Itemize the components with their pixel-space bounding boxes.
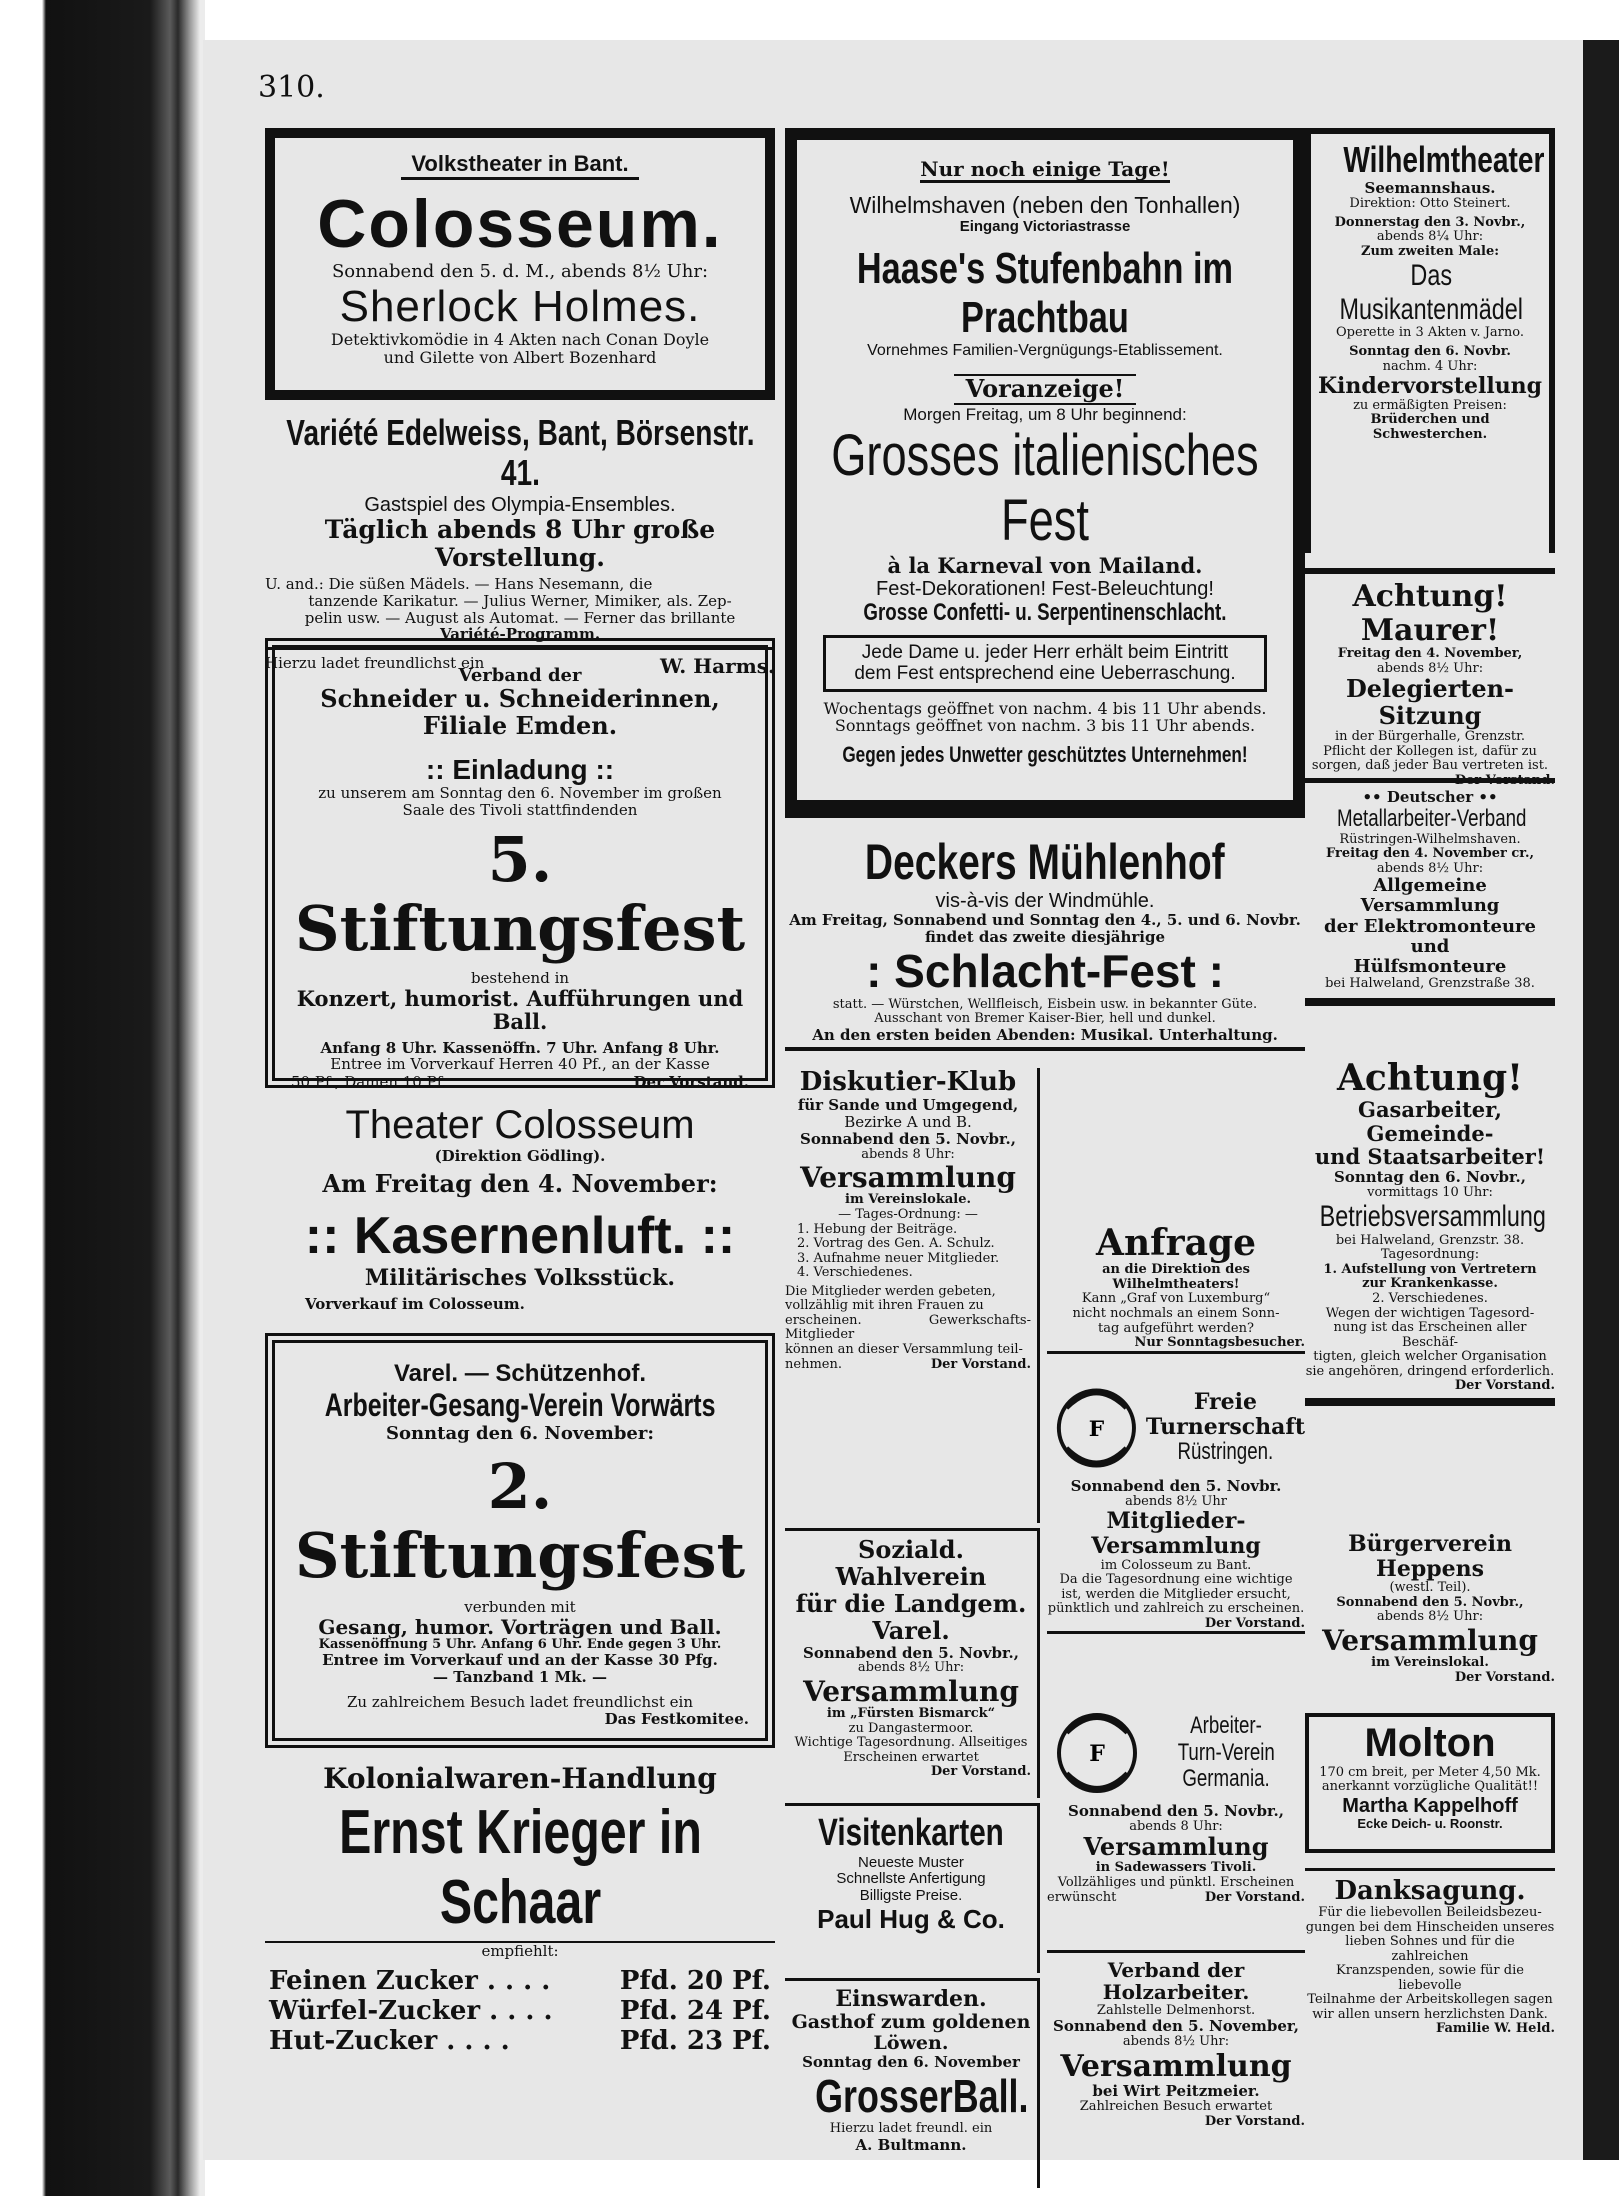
ad-text: tag aufgeführt werden?: [1098, 1320, 1254, 1336]
ad-header: Volkstheater in Bant.: [401, 152, 638, 180]
ad-event: Mitglieder-Versammlung: [1091, 1508, 1261, 1559]
ad-addr: Ecke Deich- u. Roonstr.: [1357, 1816, 1503, 1832]
ad-title: Danksagung.: [1334, 1876, 1526, 1906]
ad-event: Versammlung: [1060, 2048, 1292, 2084]
ad-date: Sonnabend den 5. Novbr.,: [803, 1643, 1019, 1662]
scan-edge: [1583, 40, 1619, 2160]
ad-sign: Der Vorstand.: [930, 1764, 1031, 1780]
ad-date: Sonnabend den 5. Novbr.,: [1068, 1802, 1284, 1820]
ad-text: und Gilette von Albert Bozenhard: [383, 348, 657, 368]
ad-diskutier: [785, 1068, 1040, 1523]
ad-event: Hülfsmonteure: [1353, 955, 1507, 977]
ad-text: Wochentags geöffnet von nachm. 4 bis 11 Uhr abends.: [823, 698, 1267, 718]
ad-title: 2. Stiftungsfest: [294, 1449, 746, 1593]
ad-text: Kranzspenden, sowie für die liebevolle: [1336, 1963, 1524, 1993]
ad-holzarbeiter: [1047, 1950, 1305, 2185]
ad-agenda-item: 1. Aufstellung von Vertretern: [1323, 1261, 1537, 1277]
ad-text: 50 Pf., Damen 10 Pf.: [291, 1073, 447, 1092]
ad-text: anerkannt vorzügliche Qualität!!: [1321, 1779, 1539, 1795]
page-number: 310.: [258, 70, 325, 105]
ad-volkstheater: [265, 128, 775, 400]
ad-sign: Das Festkomitee.: [604, 1709, 749, 1728]
ad-place: im Colosseum zu Bant.: [1100, 1557, 1252, 1573]
ad-text: 170 cm breit, per Meter 4,50 Mk.: [1319, 1764, 1541, 1780]
ad-text: — Tanzband 1 Mk. —: [432, 1668, 608, 1687]
ad-wilhelmtheater: [1305, 128, 1555, 553]
ad-date: Sonnabend den 5. Novbr.,: [800, 1129, 1016, 1148]
ad-event: Betriebsversammlung: [1319, 1200, 1546, 1234]
ad-event: Versammlung: [1083, 1832, 1269, 1862]
ad-sign: Der Vorstand.: [1305, 1379, 1555, 1406]
ad-title: Bürgerverein Heppens: [1348, 1531, 1512, 1582]
ad-text: Entree im Vorverkauf und an der Kasse 30 Pfg.: [322, 1651, 718, 1670]
ad-sign: Der Vorstand.: [930, 1357, 1031, 1373]
ad-text: erwünscht: [1047, 1890, 1117, 1906]
ad-text: pelin usw. — August als Automat. — Ferner das brillante: [304, 608, 736, 627]
ad-text: Detektivkomödie in 4 Akten nach Conan Doyle: [330, 330, 710, 350]
ad-sign: W. Harms.: [659, 654, 775, 679]
ad-krieger: [265, 1763, 775, 2183]
ad-event: Versammlung: [800, 1161, 1016, 1195]
ad-time: abends 8½ Uhr: [1125, 1493, 1227, 1509]
svg-text:F: F: [1089, 1741, 1105, 1767]
ad-sign: Der Vorstand.: [1204, 2113, 1305, 2129]
ad-sozialdem: [785, 1528, 1040, 1798]
ad-agenda-head: — Tages-Ordnung: —: [838, 1206, 978, 1222]
ad-title: Turn-Verein: [1177, 1738, 1275, 1766]
ad-text: nehmen.: [785, 1357, 842, 1373]
ad-sign: Der Vorstand.: [1454, 1669, 1555, 1685]
ad-play: Sherlock Holmes.: [339, 281, 701, 331]
ad-place: bei Halweland, Grenzstr. 38.: [1335, 1232, 1525, 1248]
ad-title: Gasarbeiter, Gemeinde-: [1358, 1097, 1502, 1146]
ad-text: Vollzähliges und pünktl. Erscheinen: [1057, 1874, 1295, 1890]
ad-schneider: [265, 638, 775, 1092]
ad-date: Sonntag den 6. November:: [385, 1422, 655, 1444]
ad-sub: (westl. Teil).: [1389, 1580, 1471, 1596]
ad-sub: Seemannshaus.: [1364, 179, 1496, 198]
ad-danksagung: [1305, 1868, 1555, 2188]
ad-text: statt. — Würstchen, Wellfleisch, Eisbein usw. in bekannter Güte.: [832, 996, 1258, 1012]
ad-dir: Direktion: Otto Steinert.: [1349, 196, 1511, 212]
ad-place: im Vereinslokal.: [1371, 1655, 1489, 1671]
agenda-item: 4. Verschiedenes.: [797, 1265, 913, 1281]
ad-sub: für Sande und Umgegend,: [797, 1096, 1019, 1115]
ad-date: Am Freitag den 4. November:: [322, 1168, 718, 1198]
ad-date: Sonnabend den 5. Novbr.,: [1336, 1594, 1524, 1610]
ad-play: :: Kasernenluft. ::: [304, 1207, 736, 1266]
ad-buergerverein: [1305, 1528, 1555, 1703]
ad-anfrage: [1047, 1223, 1305, 1373]
ad-text: Gesang, humor. Vorträgen und Ball.: [318, 1614, 722, 1639]
ad-time: abends 8½ Uhr:: [1376, 660, 1484, 676]
ad-title: Haase's Stufenbahn im Prachtbau: [856, 243, 1234, 343]
ad-fest: Grosses italienisches Fest: [831, 423, 1259, 554]
ad-place: im Vereinslokale.: [845, 1192, 971, 1208]
turner-emblem-icon: [1047, 1378, 1146, 1478]
ad-place: im „Fürsten Bismarck“: [826, 1706, 996, 1722]
ad-text: pünktlich und zahlreich zu erscheinen.: [1047, 1601, 1305, 1617]
ad-program: Konzert, humorist. Aufführungen und Ball.: [296, 985, 744, 1035]
ad-text: Die Mitglieder werden gebeten,: [785, 1283, 996, 1299]
ad-text: Fest-Dekorationen! Fest-Beleuchtung!: [876, 577, 1214, 600]
price-list: [265, 1966, 775, 2056]
ad-text: tigten, gleich welcher Organisation: [1313, 1349, 1547, 1365]
ad-title: Colosseum.: [317, 185, 723, 262]
ad-org: Verband der: [458, 665, 582, 686]
ad-varel: [265, 1333, 775, 1748]
ad-title: Visitenkarten: [818, 1812, 1004, 1854]
ad-text: Am Freitag, Sonnabend und Sonntag den 4., 5. und 6. Novbr.: [789, 911, 1301, 930]
ad-title: und Staatsarbeiter!: [1314, 1144, 1546, 1170]
ad-einswarden: [785, 1978, 1040, 2188]
ad-text: Billigste Preise.: [859, 1887, 963, 1905]
ad-title: Freie: [1193, 1388, 1257, 1415]
ad-haase: [785, 128, 1305, 818]
ad-text: Schnellste Anfertigung: [836, 1870, 986, 1888]
ad-agenda-item: 2. Verschiedenes.: [1372, 1290, 1488, 1306]
ad-text: erscheinen. Gewerkschafts-Mitglieder: [785, 1312, 1031, 1343]
ad-top: Nur noch einige Tage!: [920, 158, 1169, 183]
ad-date: Sonnabend den 5. d. M., abends 8½ Uhr:: [331, 260, 709, 282]
ad-text: Kassenöffnung 5 Uhr. Anfang 6 Uhr. Ende gegen 3 Uhr.: [318, 1636, 722, 1652]
ad-place: Varel. — Schützenhof.: [393, 1360, 647, 1387]
ad-text: Entree im Vorverkauf Herren 40 Pf., an der Kasse: [330, 1055, 710, 1074]
ad-date: Sonntag den 6. November: [802, 2053, 1020, 2072]
ad-place: zu Dangastermoor.: [848, 1720, 974, 1736]
ad-sign: Der Vorstand.: [1454, 772, 1555, 788]
ad-time: vormittags 10 Uhr:: [1367, 1184, 1493, 1200]
ad-event: Delegierten-Sitzung: [1345, 674, 1515, 731]
ad-sub: Gastspiel des Olympia-Ensembles.: [364, 493, 676, 516]
ad-times: Anfang 8 Uhr. Kassenöffn. 7 Uhr. Anfang 8 Uhr.: [320, 1038, 720, 1057]
ad-text: können an dieser Versammlung teil-: [785, 1341, 1023, 1357]
ad-agenda-head: Tagesordnung:: [1380, 1247, 1480, 1263]
ad-time: abends 8½ Uhr:: [1122, 2034, 1230, 2050]
ad-event: Allgemeine Versammlung: [1360, 875, 1500, 917]
ad-text: lieben Sohnes und für die zahlreichen: [1345, 1934, 1515, 1964]
ad-text: zu ermäßigten Preisen:: [1353, 397, 1507, 413]
ad-place: Wilhelmshaven (neben den Tonhallen): [849, 192, 1241, 219]
ad-title: Anfrage: [1096, 1222, 1256, 1264]
ad-text: Morgen Freitag, um 8 Uhr beginnend:: [903, 405, 1187, 425]
ad-time: abends 8 Uhr:: [1129, 1818, 1223, 1834]
ad-time: abends 8½ Uhr:: [1376, 1609, 1484, 1625]
ad-dir: (Direktion Gödling).: [434, 1146, 606, 1165]
ad-event: Kindervorstellung: [1317, 373, 1543, 400]
ad-pre: Voranzeige!: [954, 374, 1137, 405]
ad-title: Metallarbeiter-Verband: [1336, 804, 1526, 832]
ad-gasarbeiter: [1305, 1048, 1555, 1408]
ad-text: Hierzu ladet freundl. ein: [829, 2121, 993, 2137]
price-item-price: Pfd. 20 Pf.: [619, 1966, 771, 1997]
ad-germania: [1047, 1703, 1305, 1943]
ad-date: Freitag den 4. November cr.,: [1325, 846, 1535, 862]
ad-time: nachm. 4 Uhr:: [1382, 358, 1478, 374]
ad-text: Zu zahlreichem Besuch ladet freundlichst ein: [346, 1693, 694, 1712]
turnverein-emblem-icon: [1047, 1703, 1147, 1803]
ad-text: Variété-Programm.: [439, 625, 601, 644]
ad-molton: [1305, 1713, 1555, 1853]
ad-top: Kolonialwaren-Handlung: [323, 1762, 717, 1795]
ad-sub: Vornehmes Familien-Vergnügungs-Etablissement.: [867, 342, 1223, 360]
ad-text: ist, werden die Mitglieder ersucht,: [1061, 1586, 1291, 1602]
ad-sign: Familie W. Held.: [1435, 2021, 1555, 2037]
ad-place: in der Bürgerhalle, Grenzstr.: [1334, 729, 1526, 745]
ad-text: Saale des Tivoli stattfindenden: [402, 801, 638, 820]
ad-event: : Schlacht-Fest :: [866, 944, 1224, 997]
price-row: [269, 1966, 771, 1996]
price-row: [269, 2026, 771, 2056]
surprise-box: [823, 635, 1267, 692]
ad-date: Sonntag den 6. Novbr.,: [1334, 1167, 1526, 1186]
ad-place: bei Wirt Peitzmeier.: [1092, 2082, 1260, 2101]
ad-time: abends 8½ Uhr:: [1376, 860, 1484, 876]
ad-text: sorgen, daß jeder Bau vertreten ist.: [1311, 758, 1549, 774]
ad-title: Deckers Mühlenhof: [865, 834, 1225, 890]
ad-sub: Rüstringen-Wilhelmshaven.: [1339, 831, 1521, 847]
ad-text: zu unserem am Sonntag den 6. November im großen: [318, 784, 722, 803]
ad-event: Versammlung: [1322, 1623, 1538, 1657]
ad-title: Variété Edelweiss, Bant, Börsenstr. 41.: [285, 412, 755, 494]
ad-text: Erscheinen erwartet: [843, 1749, 979, 1765]
ad-text: Kann „Graf von Luxemburg“: [1081, 1291, 1271, 1307]
ad-time: abends 8½ Uhr:: [857, 1660, 965, 1676]
ad-text: Operette in 3 Akten v. Jarno.: [1336, 325, 1524, 341]
price-item-name: Würfel-Zucker . . . .: [269, 1996, 553, 2027]
ad-turnerschaft: [1047, 1378, 1305, 1698]
ad-text: Pflicht der Kollegen ist, dafür zu: [1323, 743, 1537, 759]
ad-text: à la Karneval von Mailand.: [887, 553, 1203, 579]
ad-org: Schneider u. Schneiderinnen, Filiale Emden.: [320, 684, 720, 741]
ad-text: wir allen unsern herzlichsten Dank.: [1312, 2006, 1548, 2022]
ad-title: für die Landgem. Varel.: [795, 1588, 1027, 1645]
book-spine: [0, 0, 205, 2196]
ad-event: der Elektromonteure und: [1323, 915, 1536, 957]
ad-invite: :: Einladung ::: [425, 753, 615, 785]
ad-text: gungen bei dem Hinscheiden unseres: [1305, 1919, 1555, 1935]
ad-sign: Nur Sonntagsbesucher.: [1047, 1336, 1305, 1354]
ad-title: Turnerschaft: [1145, 1413, 1305, 1440]
ad-daily: Täglich abends 8 Uhr große Vorstellung.: [324, 515, 716, 573]
ad-text: Grosse Confetti- u. Serpentinenschlacht.: [863, 599, 1227, 627]
ad-title: Achtung!: [1337, 1057, 1523, 1099]
ad-title: Achtung! Maurer!: [1352, 579, 1508, 648]
ad-text: Da die Tagesordnung eine wichtige: [1059, 1572, 1293, 1588]
ad-date: Sonnabend den 5. Novbr.: [1070, 1477, 1282, 1495]
ad-bottom: Gegen jedes Unwetter geschütztes Unternehmen!: [842, 742, 1248, 768]
price-row: [269, 1996, 771, 2026]
ad-title: Diskutier-Klub: [799, 1067, 1017, 1097]
ad-visitenkarten: [785, 1803, 1040, 1973]
ad-date: Sonnabend den 5. November,: [1053, 2017, 1299, 2036]
ad-sign: A. Bultmann.: [855, 2136, 967, 2155]
ad-title: 5. Stiftungsfest: [294, 822, 746, 966]
ad-text: bestehend in: [470, 968, 570, 987]
ad-text: sie angehören, dringend erforderlich.: [1305, 1363, 1555, 1379]
ad-text: Wegen der wichtigen Tagesord-: [1325, 1305, 1535, 1321]
ad-text: empfiehlt:: [265, 1941, 775, 1960]
ad-sub: Gasthof zum goldenen Löwen.: [791, 2010, 1031, 2054]
ad-text: U. and.: Die süßen Mädels. — Hans Nesemann, die: [265, 575, 653, 594]
ad-title: •• Deutscher ••: [1362, 788, 1498, 806]
ad-date: Donnerstag den 3. Novbr.,: [1334, 214, 1526, 230]
ad-sub: an die Direktion des Wilhelmtheaters!: [1102, 1262, 1250, 1292]
ad-text: Zahlreichen Besuch erwartet: [1079, 2099, 1273, 2115]
ad-text: Wichtige Tagesordnung. Allseitiges: [794, 1735, 1028, 1751]
agenda-list: [785, 1223, 1031, 1281]
ad-date: Sonntag den 6. Novbr.: [1349, 344, 1511, 360]
ad-time: abends 8¼ Uhr:: [1376, 229, 1484, 245]
ad-text: Neueste Muster: [858, 1853, 964, 1871]
ad-date: Freitag den 4. November,: [1337, 646, 1523, 662]
ad-text: Zum zweiten Male:: [1360, 243, 1500, 259]
ad-text: Sonntags geöffnet von nachm. 3 bis 11 Uhr abends.: [834, 716, 1256, 736]
ad-text: Teilnahme der Arbeitskollegen sagen: [1307, 1992, 1553, 2008]
agenda-item: 2. Vortrag des Gen. A. Schulz.: [797, 1236, 995, 1252]
ad-text: An den ersten beiden Abenden: Musikal. Unterhaltung.: [785, 1027, 1305, 1052]
ad-title: Theater Colosseum: [345, 1103, 695, 1147]
ad-play: Brüderchen und Schwesterchen.: [1370, 412, 1490, 442]
price-item-price: Pfd. 23 Pf.: [619, 2026, 771, 2057]
ad-title: Einswarden.: [835, 1986, 987, 2012]
ad-place: bei Halweland, Grenzstraße 38.: [1305, 977, 1555, 1006]
ad-sub: vis-à-vis der Windmühle.: [935, 890, 1155, 912]
ad-place: in Sadewassers Tivoli.: [1095, 1860, 1257, 1876]
ad-title: GrosserBall.: [815, 2069, 1029, 2122]
ad-time: abends 8 Uhr:: [861, 1146, 955, 1162]
price-item-name: Feinen Zucker . . . .: [269, 1966, 551, 1997]
ad-text: tanzende Karikatur. — Julius Werner, Mimiker, als. Zep-: [308, 591, 732, 610]
ad-sign: Der Vorstand.: [1204, 1890, 1305, 1906]
ad-entry: Eingang Victoriastrasse: [959, 218, 1131, 236]
ad-text: Vorverkauf im Colosseum.: [305, 1295, 525, 1314]
ad-title: Wilhelmtheater: [1343, 139, 1545, 180]
price-item-name: Hut-Zucker . . . .: [269, 2026, 510, 2057]
ad-sign: Der Vorstand.: [1047, 1617, 1305, 1635]
ad-title: Ernst Krieger in Schaar: [338, 1798, 702, 1937]
ad-sign: Der Vorstand.: [633, 1073, 749, 1092]
ad-name: Martha Kappelhoff: [1342, 1794, 1518, 1817]
ad-text: nung ist das Erscheinen aller Beschäf-: [1333, 1320, 1527, 1350]
ad-title: Arbeiter-: [1190, 1711, 1262, 1739]
ad-play: Das Musikantenmädel: [1339, 259, 1523, 326]
ad-text: findet das zweite diesjährige: [924, 928, 1166, 947]
ad-title: Rüstringen.: [1177, 1438, 1274, 1466]
ad-title: Molton: [1364, 1721, 1496, 1765]
ad-agenda-item: zur Krankenkasse.: [1362, 1276, 1498, 1292]
ad-text: Jede Dame u. jeder Herr erhält beim Eintritt: [861, 641, 1229, 663]
ad-sub: Bezirke A und B.: [844, 1112, 972, 1131]
ad-genre: Militärisches Volksstück.: [364, 1264, 676, 1291]
ad-text: Ausschant von Bremer Kaiser-Bier, hell und dunkel.: [874, 1011, 1216, 1027]
ad-event: Versammlung: [803, 1674, 1019, 1708]
price-item-price: Pfd. 24 Pf.: [619, 1996, 771, 2027]
ad-text: dem Fest entsprechend eine Ueberraschung.: [854, 663, 1236, 685]
ad-text: Für die liebevollen Beileidsbezeu-: [1318, 1905, 1542, 1921]
ad-title: Verband der Holzarbeiter.: [1102, 1958, 1250, 2005]
ad-club: Arbeiter-Gesang-Verein Vorwärts: [324, 1386, 716, 1423]
svg-text:F: F: [1088, 1416, 1105, 1442]
ad-name: Paul Hug & Co.: [817, 1903, 1005, 1934]
agenda-item: 3. Aufnahme neuer Mitglieder.: [797, 1250, 1000, 1266]
ad-title: Germania.: [1182, 1765, 1270, 1793]
ad-invite: Hierzu ladet freundlichst ein: [265, 654, 485, 673]
ad-text: Zahlstelle Delmenhorst.: [1096, 2002, 1256, 2018]
ad-text: vollzählig mit ihren Frauen zu: [785, 1298, 984, 1314]
ad-text: verbunden mit: [464, 1597, 576, 1616]
agenda-item: 1. Hebung der Beiträge.: [797, 1221, 958, 1237]
ad-text: nicht nochmals an einem Sonn-: [1072, 1305, 1280, 1321]
ad-title: Soziald. Wahlverein: [835, 1535, 987, 1591]
